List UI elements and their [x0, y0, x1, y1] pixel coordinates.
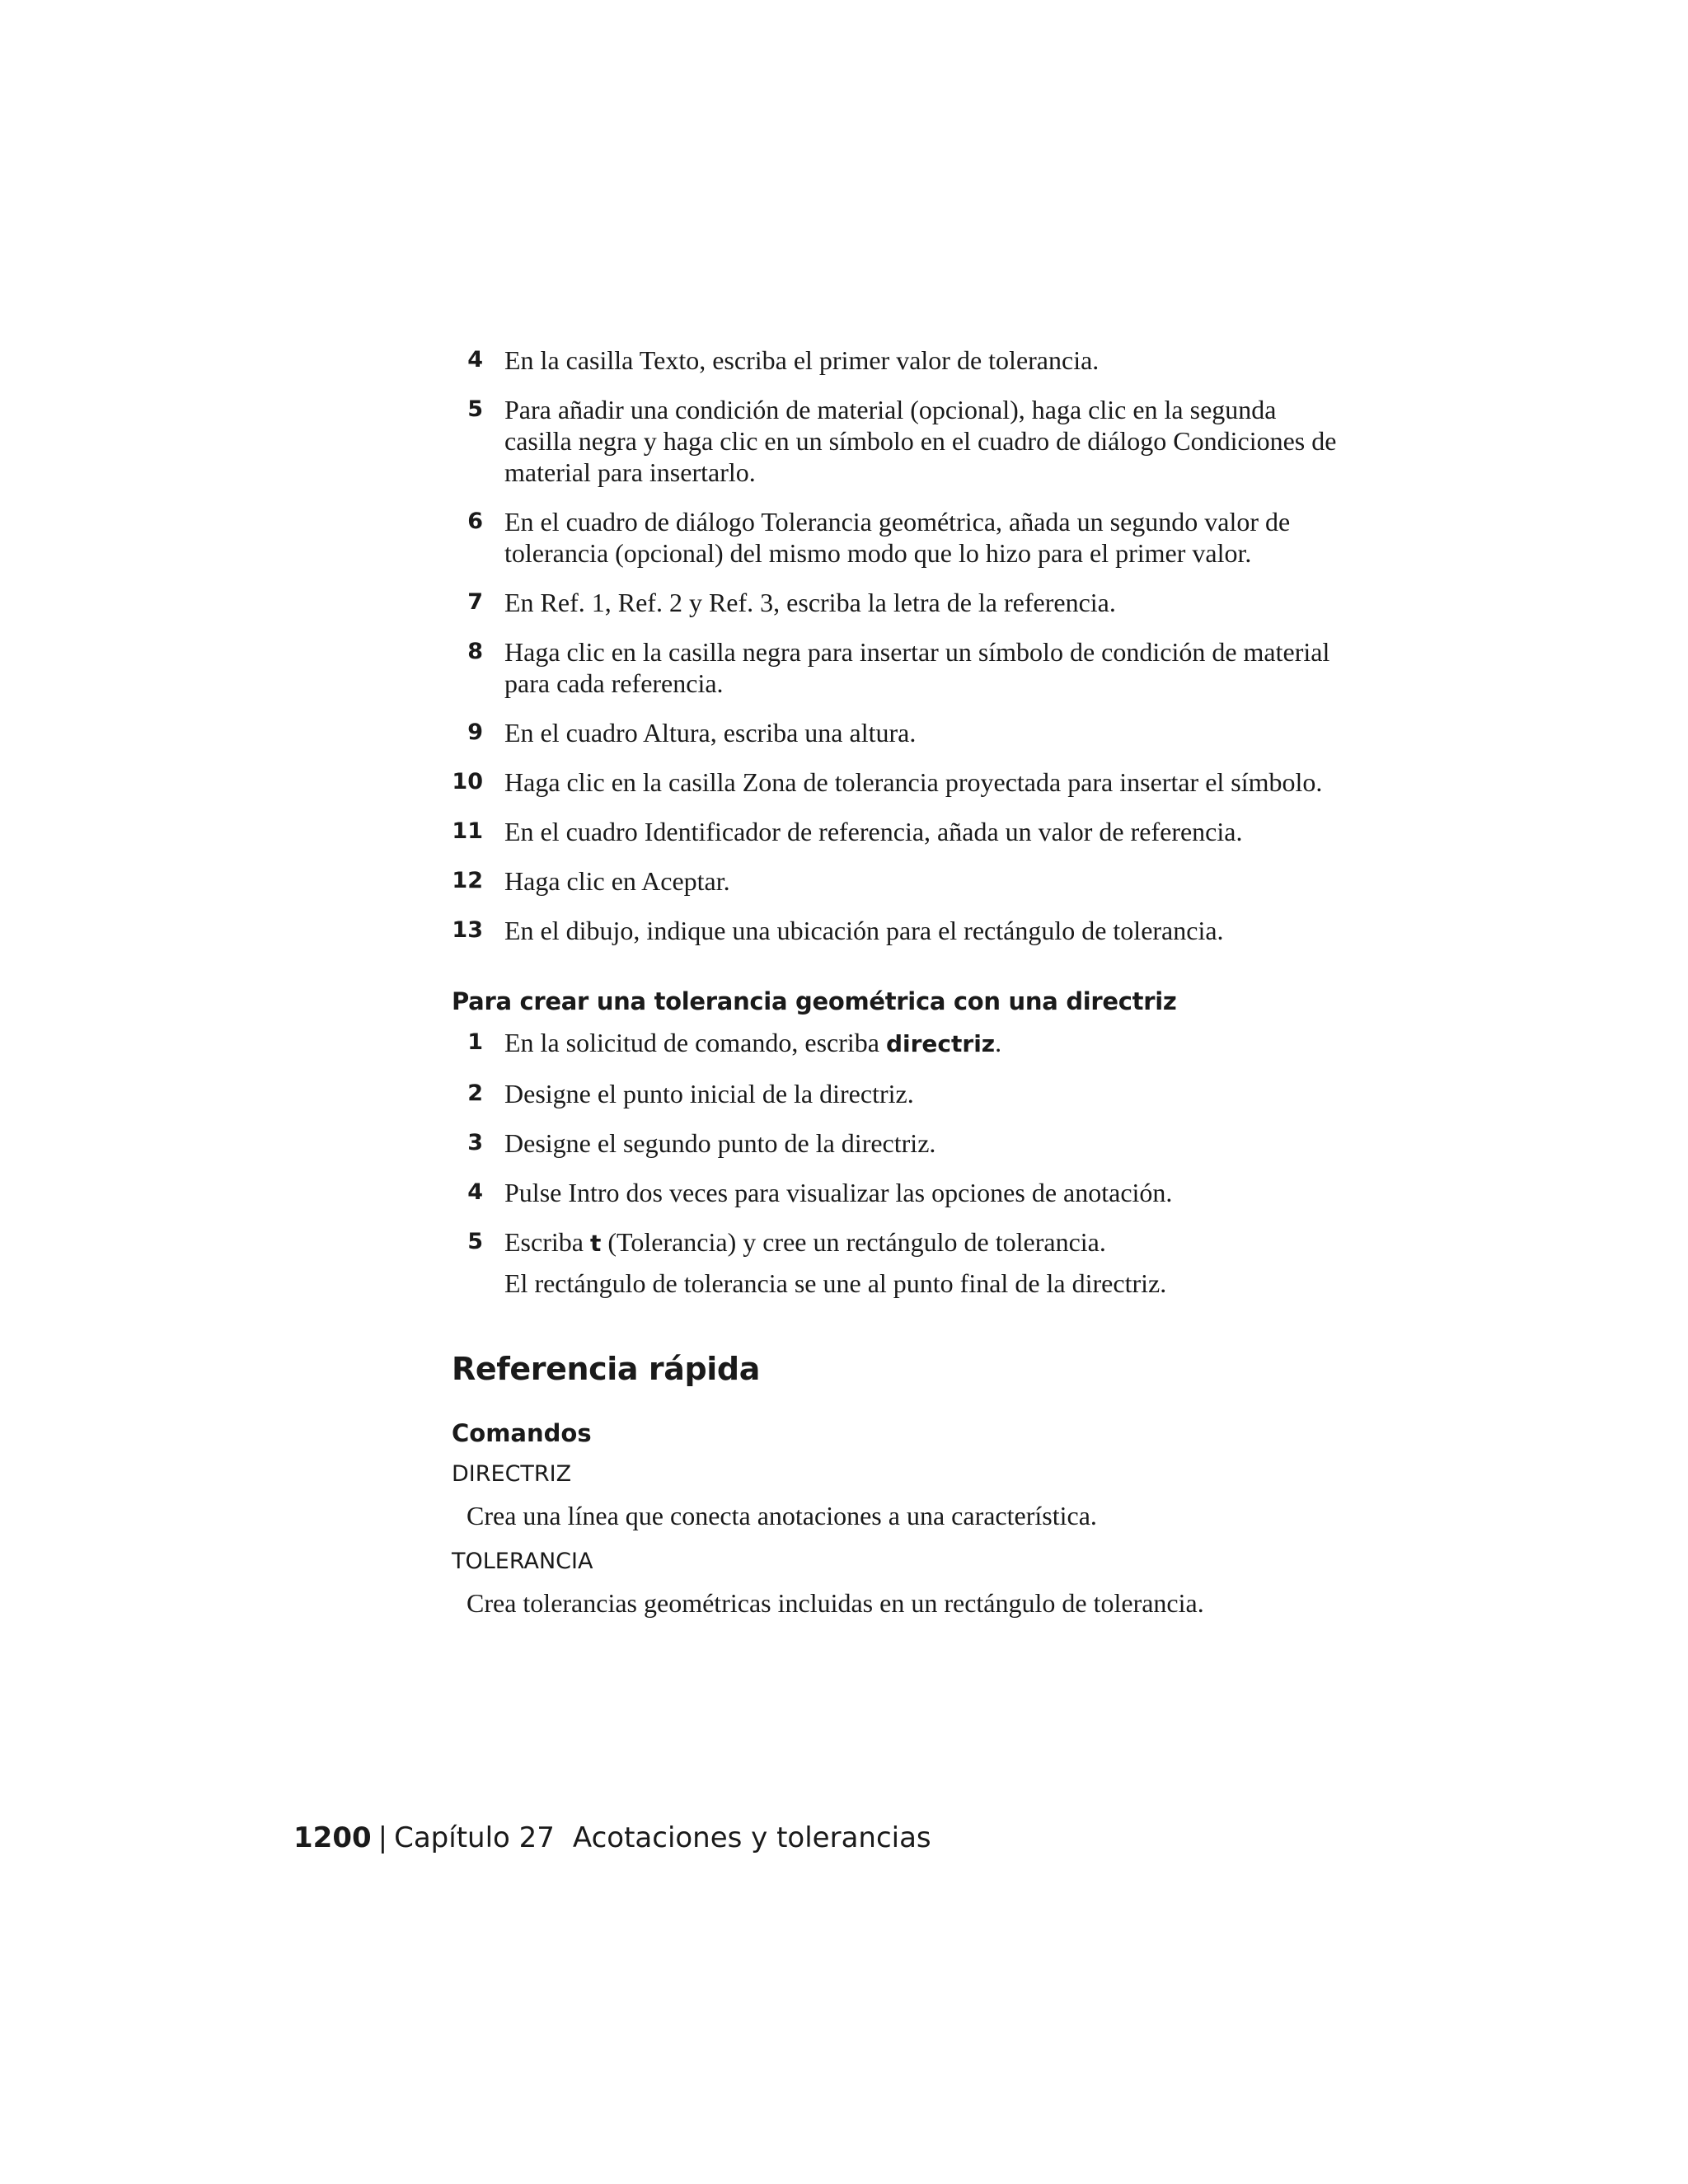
- step-number: 7: [467, 589, 483, 615]
- command-keyword: t: [589, 1230, 602, 1257]
- command-name: DIRECTRIZ: [452, 1461, 572, 1487]
- command-name: TOLERANCIA: [452, 1549, 593, 1574]
- step-number: 6: [467, 509, 483, 534]
- step-text: En el cuadro de diálogo Tolerancia geométrica, añada un segundo valor de tolerancia (opcional) del mismo modo que lo hizo para el primer valor.: [504, 507, 1291, 568]
- list-item: [452, 1027, 1350, 1060]
- steps-list-continued: [452, 344, 1350, 946]
- step-result-note: El rectángulo de tolerancia se une al punto final de la directriz.: [504, 1268, 1167, 1298]
- step-number: 3: [467, 1130, 483, 1155]
- commands-heading: Comandos: [452, 1419, 592, 1447]
- step-number: 2: [467, 1080, 483, 1106]
- step-text: En el cuadro Identificador de referencia, añada un valor de referencia.: [504, 817, 1243, 846]
- list-item: [452, 717, 1350, 748]
- step-text: Haga clic en Aceptar.: [504, 866, 730, 896]
- command-description: Crea una línea que conecta anotaciones a una característica.: [467, 1501, 1097, 1530]
- step-text-before: Escriba: [504, 1227, 590, 1257]
- list-item: [452, 915, 1350, 946]
- command-keyword: directriz: [885, 1030, 996, 1057]
- list-item: [452, 344, 1350, 376]
- list-item: [452, 865, 1350, 897]
- step-text: Pulse Intro dos veces para visualizar las opciones de anotación.: [504, 1178, 1173, 1207]
- step-text: En Ref. 1, Ref. 2 y Ref. 3, escriba la letra de la referencia.: [504, 588, 1116, 617]
- commands-list: [452, 1459, 1350, 1619]
- step-number: 12: [452, 868, 483, 893]
- page-footer: [293, 1820, 931, 1856]
- list-item: [452, 1177, 1350, 1208]
- list-item: [452, 1226, 1350, 1299]
- list-item: [452, 1127, 1350, 1159]
- step-text: En el cuadro Altura, escriba una altura.: [504, 718, 917, 748]
- step-text-after: (Tolerancia) y cree un rectángulo de tolerancia.: [601, 1227, 1106, 1257]
- list-item: [452, 766, 1350, 798]
- section-heading: Referencia rápida: [452, 1351, 760, 1387]
- list-item: [452, 816, 1350, 847]
- chapter-label: Capítulo 27: [394, 1821, 555, 1854]
- list-item: [452, 1078, 1350, 1109]
- page-number: 1200: [293, 1821, 372, 1854]
- step-number: 5: [467, 1229, 483, 1254]
- step-number: 5: [467, 396, 483, 422]
- procedure-steps-list: [452, 1027, 1350, 1299]
- step-number: 4: [467, 1179, 483, 1205]
- step-number: 9: [467, 719, 483, 745]
- chapter-title: Acotaciones y tolerancias: [572, 1821, 931, 1854]
- step-number: 13: [452, 917, 483, 943]
- step-number: 1: [467, 1029, 483, 1055]
- step-text: [504, 1028, 1001, 1057]
- list-item: [452, 506, 1350, 569]
- list-item: [452, 587, 1350, 618]
- list-item: [452, 636, 1350, 699]
- procedure-heading: Para crear una tolerancia geométrica con una directriz: [452, 987, 1177, 1015]
- step-number: 11: [452, 818, 483, 844]
- step-text: Designe el segundo punto de la directriz.: [504, 1128, 936, 1158]
- step-text-after: .: [995, 1028, 1002, 1057]
- command-description: Crea tolerancias geométricas incluidas en un rectángulo de tolerancia.: [467, 1588, 1204, 1618]
- step-text: En el dibujo, indique una ubicación para el rectángulo de tolerancia.: [504, 916, 1224, 945]
- list-item: [452, 394, 1350, 488]
- step-text: [504, 1227, 1106, 1257]
- step-text: Haga clic en la casilla Zona de tolerancia proyectada para insertar el símbolo.: [504, 767, 1323, 797]
- footer-separator: |: [377, 1821, 388, 1854]
- step-text: Designe el punto inicial de la directriz.: [504, 1079, 914, 1108]
- page-content: [452, 344, 1350, 1633]
- step-text-before: En la solicitud de comando, escriba: [504, 1028, 886, 1057]
- step-text: Haga clic en la casilla negra para insertar un símbolo de condición de material para cada referencia.: [504, 637, 1330, 698]
- step-number: 8: [467, 639, 483, 664]
- step-text: Para añadir una condición de material (opcional), haga clic en la segunda casilla negra y haga clic en un símbolo en el cuadro de diálogo Condiciones de material para insertarlo.: [504, 395, 1337, 487]
- step-number: 4: [467, 347, 483, 373]
- step-text: En la casilla Texto, escriba el primer valor de tolerancia.: [504, 345, 1100, 375]
- step-number: 10: [452, 769, 483, 794]
